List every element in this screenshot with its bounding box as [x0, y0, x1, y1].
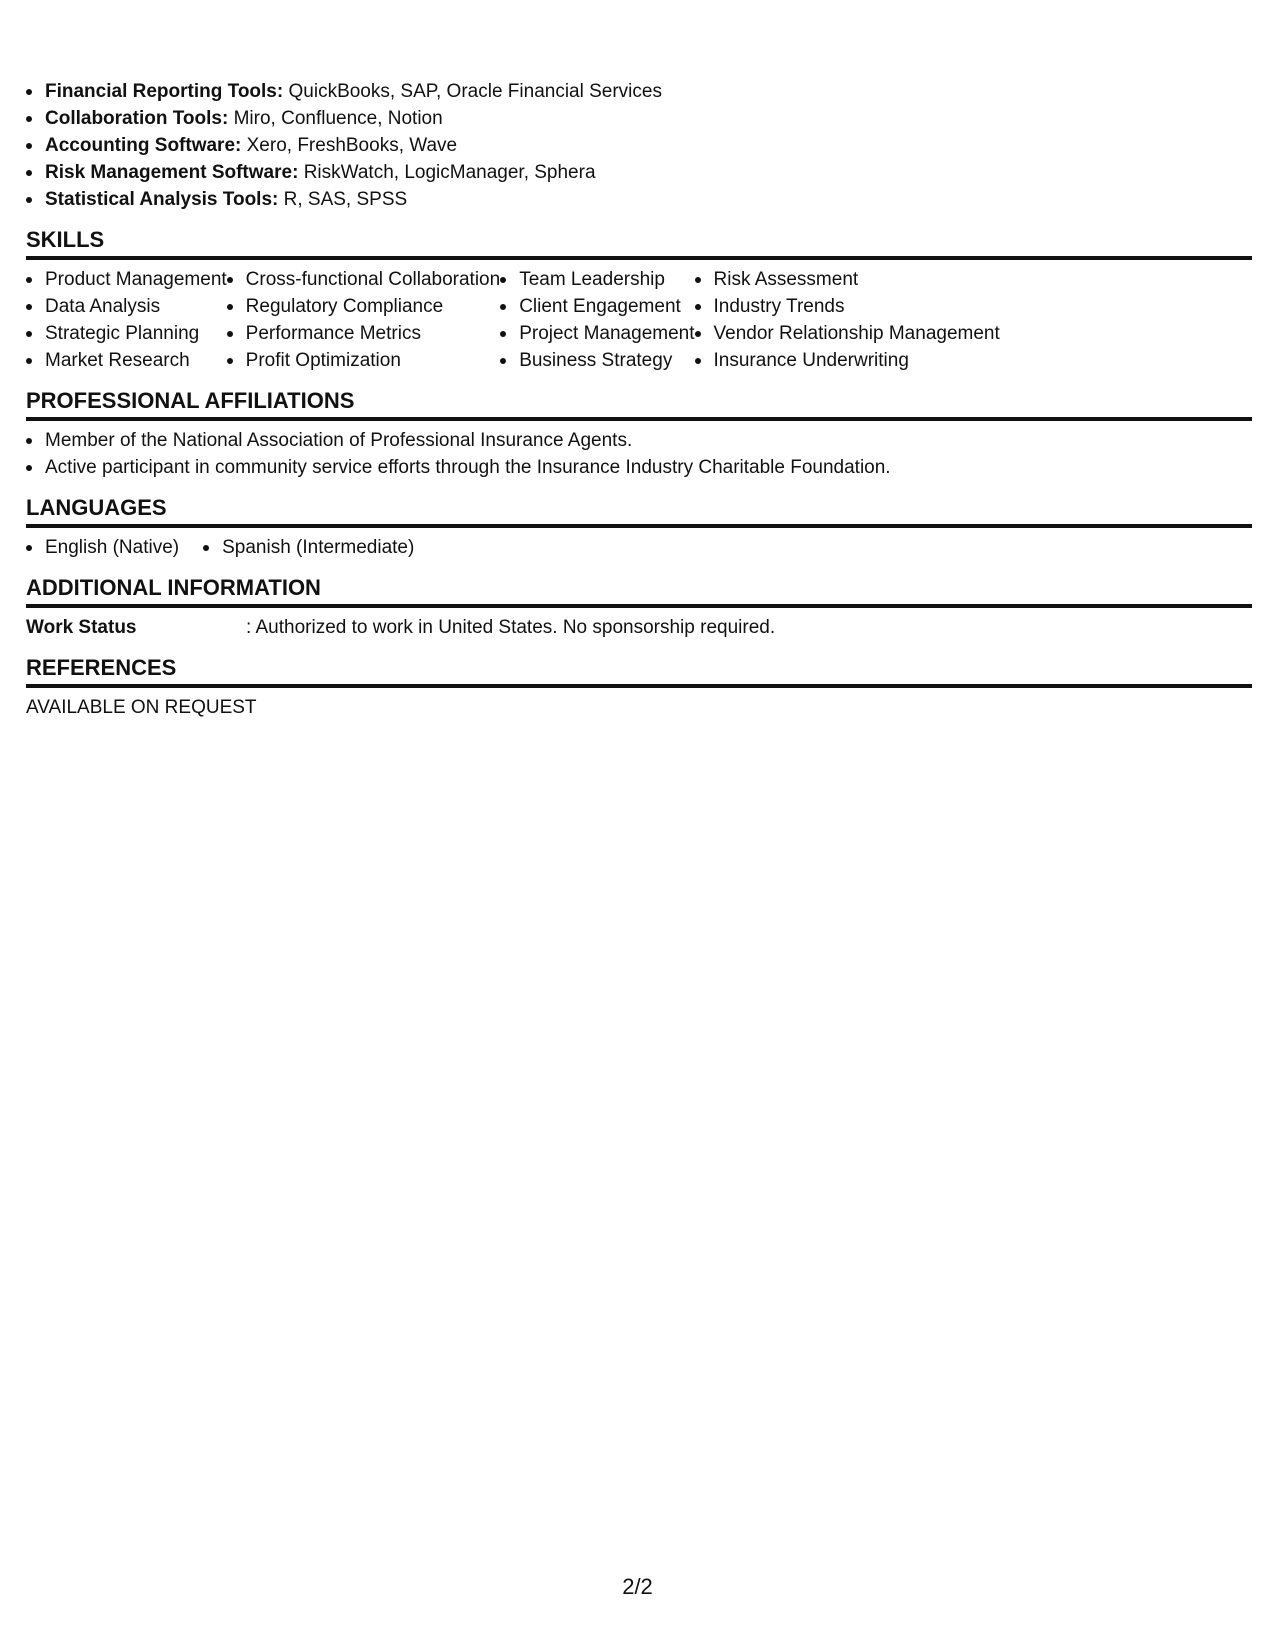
- affiliation-item: Active participant in community service efforts through the Insurance Industry Charitable Foundation.: [26, 454, 1252, 481]
- skills-column: [26, 266, 227, 374]
- tool-label: Collaboration Tools:: [45, 108, 229, 129]
- skill-item: Client Engagement: [500, 293, 694, 320]
- languages-list: [26, 534, 1252, 561]
- additional-info-heading: ADDITIONAL INFORMATION: [26, 575, 1252, 608]
- work-status-value: : Authorized to work in United States. No sponsorship required.: [246, 617, 776, 638]
- work-status-label: Work Status: [26, 617, 137, 638]
- language-item: Spanish (Intermediate): [203, 534, 414, 561]
- skill-item: Business Strategy: [500, 347, 694, 374]
- language-item: English (Native): [26, 534, 179, 561]
- list-item: [26, 159, 1252, 186]
- list-item: [26, 132, 1252, 159]
- tools-list: [26, 78, 1252, 213]
- skills-grid: [26, 266, 1252, 374]
- skill-item: Project Management: [500, 320, 694, 347]
- tool-value: R, SAS, SPSS: [283, 189, 408, 210]
- list-item: [26, 78, 1252, 105]
- tool-label: Accounting Software:: [45, 135, 242, 156]
- list-item: [26, 186, 1252, 213]
- tool-label: Statistical Analysis Tools:: [45, 189, 279, 210]
- tool-value: Xero, FreshBooks, Wave: [246, 135, 458, 156]
- skill-item: Cross-functional Collaboration: [227, 266, 501, 293]
- skills-heading: SKILLS: [26, 227, 1252, 260]
- skills-column: [227, 266, 501, 374]
- skill-item: Vendor Relationship Management: [695, 320, 1000, 347]
- skill-item: Data Analysis: [26, 293, 227, 320]
- skill-item: Profit Optimization: [227, 347, 501, 374]
- affiliation-item: Member of the National Association of Professional Insurance Agents.: [26, 427, 1252, 454]
- tool-label: Risk Management Software:: [45, 162, 299, 183]
- tool-value: RiskWatch, LogicManager, Sphera: [303, 162, 596, 183]
- page-number: 2/2: [622, 1574, 653, 1599]
- references-text: AVAILABLE ON REQUEST: [26, 697, 257, 718]
- skill-item: Team Leadership: [500, 266, 694, 293]
- skill-item: Risk Assessment: [695, 266, 1000, 293]
- tool-value: QuickBooks, SAP, Oracle Financial Services: [288, 81, 662, 102]
- list-item: [26, 105, 1252, 132]
- skill-item: Product Management: [26, 266, 227, 293]
- affiliations-heading: PROFESSIONAL AFFILIATIONS: [26, 388, 1252, 421]
- skills-column: [500, 266, 694, 374]
- skill-item: Market Research: [26, 347, 227, 374]
- languages-heading: LANGUAGES: [26, 495, 1252, 528]
- skill-item: Industry Trends: [695, 293, 1000, 320]
- skill-item: Insurance Underwriting: [695, 347, 1000, 374]
- resume-page: [26, 78, 1252, 721]
- skill-item: Strategic Planning: [26, 320, 227, 347]
- work-status-row: [26, 614, 1252, 641]
- affiliations-list: [26, 427, 1252, 481]
- skill-item: Performance Metrics: [227, 320, 501, 347]
- tool-label: Financial Reporting Tools:: [45, 81, 284, 102]
- tool-value: Miro, Confluence, Notion: [233, 108, 443, 129]
- skills-column: [695, 266, 1000, 374]
- skill-item: Regulatory Compliance: [227, 293, 501, 320]
- references-heading: REFERENCES: [26, 655, 1252, 688]
